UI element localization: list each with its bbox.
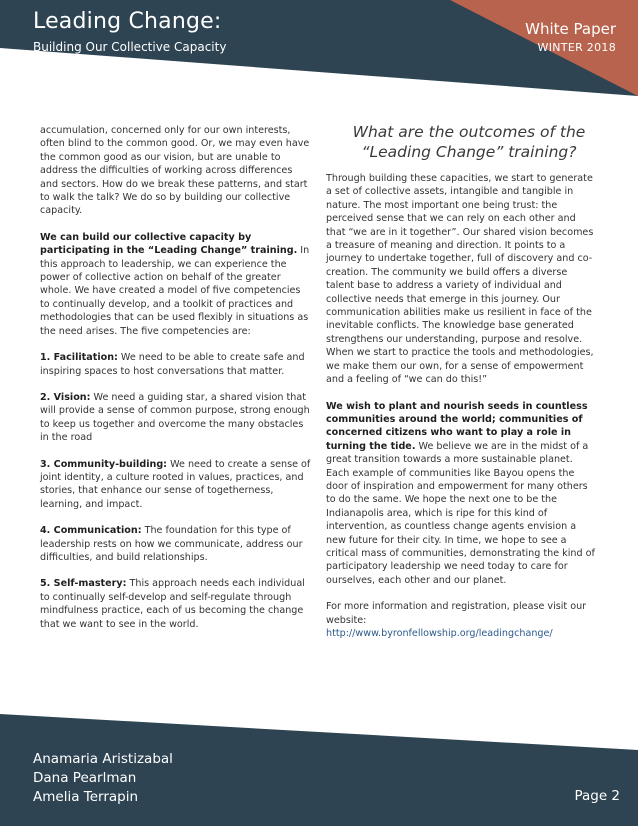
author-name: Anamaria Aristizabal bbox=[33, 751, 173, 767]
competency-text: We need to create a sense of joint identity, a culture rooted in values, practices, and stories, that enhance our sense of togetherness, learning, and impact. bbox=[40, 458, 311, 510]
approach-paragraph bbox=[40, 231, 312, 338]
info-paragraph bbox=[326, 600, 598, 640]
competency-label: 3. Community-building: bbox=[40, 458, 168, 470]
website-link[interactable]: http://www.byronfellowship.org/leadingchange/ bbox=[326, 628, 553, 639]
competency-vision bbox=[40, 391, 312, 445]
intro-paragraph: accumulation, concerned only for our own interests, often blind to the common good. Or, we may even have the common good as our vision, but are unable to address the difficulties of working across differences and sectors. How do we break these patterns, and start to walk the talk? We do so by building our collective capacity. bbox=[40, 125, 310, 217]
approach-text: In this approach to leadership, we can experience the power of collective action on behalf of the greater whole. We have created a model of five competencies to continually develop, and a toolkit of practices and methodologies that can be used flexibly in situations as the need arises. The five competencies are: bbox=[40, 245, 310, 337]
competency-facilitation bbox=[40, 351, 312, 378]
competency-communication bbox=[40, 524, 312, 564]
section-heading: What are the outcomes of the “Leading Change” training? bbox=[352, 123, 586, 161]
outcomes-paragraph: Through building these capacities, we start to generate a set of collective assets, intangible and tangible in nature. The most important one being trust: the perceived sense that we can rely on each other and that “we are in it together”. Our shared vision becomes a treasure of meaning and direction. It points to a journey to undertake together, full of discovery and co-creation. The community we build offers a diverse talent base to address a variety of individual and collective needs that emerge in this journey. Our communication abilities make us resilient in face of the inevitable conflicts. The knowledge base generated strengthens our understanding, purpose and resolve. When we start to practice the tools and methodologies, we make them our own, for a sense of empowerment and a feeling of “we can do this!” bbox=[326, 173, 594, 386]
document-title: Leading Change: bbox=[33, 9, 222, 34]
document-subtitle: Building Our Collective Capacity bbox=[33, 40, 227, 54]
competency-self-mastery bbox=[40, 577, 312, 631]
info-text: For more information and registration, please visit our website: bbox=[326, 601, 587, 626]
competency-label: 4. Communication: bbox=[40, 525, 142, 537]
competency-label: 1. Facilitation: bbox=[40, 352, 118, 364]
page-number: Page 2 bbox=[574, 788, 620, 804]
mission-bold: We wish to plant and nourish seeds in countless communities around the world; communities of concerned citizens who want to play a role in turning the tide. bbox=[326, 400, 588, 452]
competency-label: 2. Vision: bbox=[40, 391, 91, 403]
right-column bbox=[326, 124, 598, 653]
mission-text: We believe we are in the midst of a great transition towards a more sustainable planet. Each example of communities like Bayou opens the door of inspiration and empowerment for many others to do the same. We hope the next one to be the Indianapolis area, which is ripe for this kind of intervention, as countless change agents envision a new future for their city. In time, we hope to see a critical mass of communities, demonstrating the kind of participatory leadership we need today to care for ourselves, each other and our planet. bbox=[326, 440, 595, 586]
left-column bbox=[40, 124, 312, 644]
competency-community-building bbox=[40, 458, 312, 512]
competency-label: 5. Self-mastery: bbox=[40, 578, 127, 590]
competency-text: The foundation for this type of leadership rests on how we communicate, address our difficulties, and build relationships. bbox=[40, 525, 303, 563]
document-type: White Paper bbox=[525, 20, 616, 38]
competency-text: We need a guiding star, a shared vision that will provide a sense of common purpose, strong enough to keep us together and overcome the many obstacles in the road bbox=[40, 391, 310, 444]
document-season: WINTER 2018 bbox=[537, 41, 616, 54]
mission-paragraph bbox=[326, 400, 598, 588]
competency-text: This approach needs each individual to continually self-develop and self-regulate through mindfulness practice, each of us becoming the change that we want to see in the world. bbox=[40, 578, 305, 630]
competency-text: We need to be able to create safe and inspiring spaces to host conversations that matter. bbox=[40, 352, 305, 377]
author-list bbox=[33, 750, 173, 807]
approach-bold: We can build our collective capacity by participating in the “Leading Change” training. bbox=[40, 231, 298, 257]
author-name: Dana Pearlman bbox=[33, 770, 137, 786]
author-name: Amelia Terrapin bbox=[33, 789, 139, 805]
